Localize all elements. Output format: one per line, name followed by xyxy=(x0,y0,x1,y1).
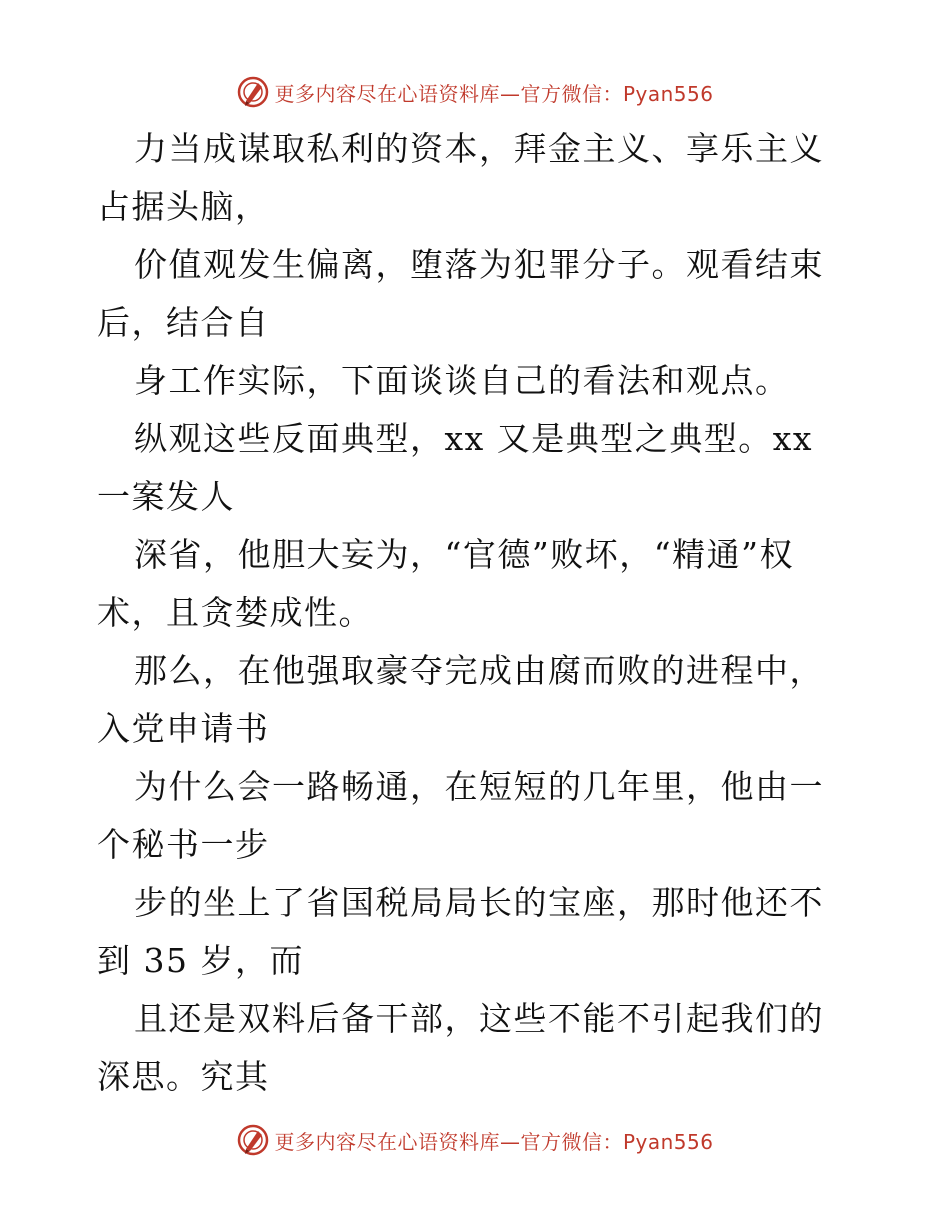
paragraph: 步的坐上了省国税局局长的宝座，那时他还不到 35 岁，而 xyxy=(97,883,824,980)
footer-watermark xyxy=(0,1120,950,1160)
pen-nib-seal-icon xyxy=(236,75,270,109)
header-watermark xyxy=(0,72,950,112)
footer-watermark-text: 更多内容尽在心语资料库—官方微信：Pyan556 xyxy=(274,1129,714,1154)
paragraph: 纵观这些反面典型，xx 又是典型之典型。xx 一案发人 xyxy=(97,419,813,516)
paragraph: 为什么会一路畅通，在短短的几年里，他由一个秘书一步 xyxy=(97,767,824,864)
paragraph: 深省，他胆大妄为，“官德”败坏，“精通”权术，且贪婪成性。 xyxy=(97,535,794,632)
paragraph: 力当成谋取私利的资本，拜金主义、享乐主义占据头脑， xyxy=(97,129,824,226)
paragraph: 价值观发生偏离，堕落为犯罪分子。观看结束后，结合自 xyxy=(97,245,824,342)
pen-nib-seal-icon xyxy=(236,1123,270,1157)
document-body xyxy=(97,120,853,1106)
header-watermark-text: 更多内容尽在心语资料库—官方微信：Pyan556 xyxy=(274,81,714,106)
paragraph: 那么，在他强取豪夺完成由腐而败的进程中，入党申请书 xyxy=(97,651,824,748)
paragraph: 且还是双料后备干部，这些不能不引起我们的深思。究其 xyxy=(97,999,824,1096)
paragraph: 身工作实际，下面谈谈自己的看法和观点。 xyxy=(134,361,790,400)
